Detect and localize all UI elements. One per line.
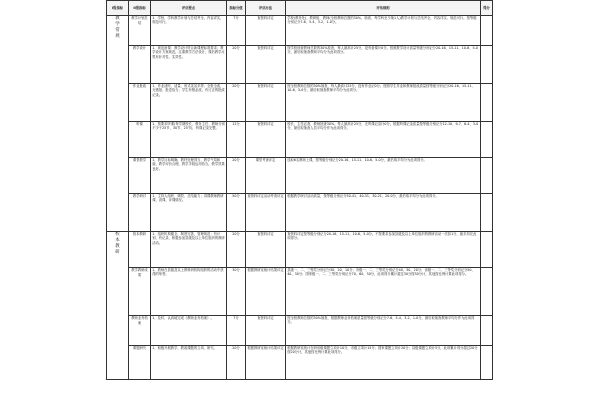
- table-row: [107, 45, 493, 83]
- score-cell: 50分: [227, 193, 246, 231]
- score-cell: 30分: [227, 267, 246, 315]
- score-got-cell[interactable]: [481, 193, 493, 231]
- table-header-row: [107, 1, 493, 16]
- score-cell: 20分: [227, 45, 246, 83]
- evaluation-table: [106, 0, 493, 380]
- header-score-got: 得分: [481, 1, 493, 16]
- method-cell: 查资料评定: [246, 83, 286, 121]
- level2-cell: 教学研讨: [129, 193, 151, 231]
- header-score: 指标分值: [227, 1, 246, 16]
- criteria-cell: 学校(教务处)、教研组、教师(全校教师总数的30%，抽查，每学科至少抽1人)教学计划与总结齐全，内容详实、规范可行。按等级分别记分7-6、5-4、3-2、1-0分。: [286, 15, 481, 45]
- level2-cell: 课题研究: [129, 345, 151, 379]
- level2-cell: 课堂教学: [129, 157, 151, 193]
- table-row: [107, 315, 493, 345]
- table-row: [107, 83, 493, 121]
- level2-cell: 听课: [129, 121, 151, 157]
- table-row: [107, 157, 493, 193]
- method-cell: 查资料评定: [246, 231, 286, 267]
- criteria-cell: 按全校教师总数的30%抽查，每人最高计25分，没有作业记0分。按照学生作业和教师批改质量按等级分别记分20-16、15-11、10-6、5-0分，最后取抽查教师平均分为此项分。: [286, 83, 481, 121]
- method-cell: 根据教研室统计结果评定: [246, 345, 286, 379]
- criteria-cell: 校长、主任必查，教师抽查30%。每人最高计25分，无听课记录计0分。根据听课记录质量按等级分别记分12-10、9-7、6-4、3-0分，最后取抽查人员平均分作为此项得分。: [286, 121, 481, 157]
- level2-cell: 教师业务档案: [129, 315, 151, 345]
- points-cell: 1、组织机构健全，制度完善，管理规范；有计划、有记录、积极参加县级及以上单位组织的教研活动。: [151, 231, 227, 267]
- table-row: [107, 231, 493, 267]
- score-cell: 7分: [227, 315, 246, 345]
- level2-cell: 教学教研成果: [129, 267, 151, 315]
- level2-cell: 教学计划总结: [129, 15, 151, 45]
- points-cell: 1、按要求听课(每学期校长、教务主任、教师分别不少于25节、30节、25节)，听课记录完整。: [151, 121, 227, 157]
- method-cell: 查资料评定: [246, 121, 286, 157]
- method-cell: 查资料评定: [246, 45, 286, 83]
- table-row: [107, 121, 493, 157]
- criteria-cell: 根据教研室统计在研省级课题立项计10分，市级立项计15分；国家课题立项计20分；县级课题立项计5分，此项累计得分超过20分按20分计，其他按比例计算此项得分。: [286, 345, 481, 379]
- score-cell: 20分: [227, 83, 246, 121]
- score-cell: 12分: [227, 121, 246, 157]
- header-level2: II级指标: [129, 1, 151, 16]
- points-cell: 1、教师在县级及以上教科研机构组织的活动中获得的荣誉。: [151, 267, 227, 315]
- points-cell: 1、积极开展教学、教改课题的立项、研究。: [151, 345, 227, 379]
- level1-cell: 教学常规: [107, 15, 129, 231]
- points-cell: 1、及时、认真地完成《教师业务档案》。: [151, 315, 227, 345]
- points-cell: 1、规范备课：教学设计符合新课程标准要求；教学设计方案规范，注重教学方法设计，课后教学反思有针对性、实效性。: [151, 45, 227, 83]
- points-cell: 1、作业适时、适量，形式灵活多样；全批全改，无错批、批语恰当；学生有错必改，有订正的批改记录。: [151, 83, 227, 121]
- header-method: 评估办法: [246, 1, 286, 16]
- level2-cell: 教学设计: [129, 45, 151, 83]
- criteria-cell: 查资料评定按等级分别记分20-16、15-11、10-6、5-0分。不按要求参加县级及以上单位组织的教研活动一次扣1分，最多扣完此项得分。: [286, 231, 481, 267]
- score-got-cell[interactable]: [481, 315, 493, 345]
- criteria-cell: 县级一、二、三等奖分别记分30、20、10分；市级一、二、三等奖分别记分40、30、20分；省级一、二、三等奖分别记分50、40、30分；国家级一、二、三等奖分别记分70、60、50分，此项得分累计超过30分按30分计，其他按比例计算此项得分。: [286, 267, 481, 315]
- table-row: [107, 15, 493, 45]
- method-cell: 根据教研室统计结果评定: [246, 267, 286, 315]
- method-cell: 查资料评定: [246, 15, 286, 45]
- points-cell: 1、教学目标明确，教材处理得当，教学气氛和谐，教学评价合理，教学手段运用恰当，教学效果良好。: [151, 157, 227, 193]
- score-got-cell[interactable]: [481, 345, 493, 379]
- score-got-cell[interactable]: [481, 157, 493, 193]
- table-row: [107, 193, 493, 231]
- score-got-cell[interactable]: [481, 15, 493, 45]
- level2-cell: 校本教研: [129, 231, 151, 267]
- table-row: [107, 267, 493, 315]
- points-cell: 1、学校、学科教学计划与总结齐全，内容详实，规范可行。: [151, 15, 227, 45]
- header-points: 评估要点: [151, 1, 227, 16]
- criteria-cell: 选取6名教师上课，按等级分别记分20-16、15-11、10-6、5-0分，最后取平均分为此项得分。: [286, 157, 481, 193]
- points-cell: 1、主持人组织、调控、总结能力；讲课教师教研课、说课、评课情况。: [151, 193, 227, 231]
- score-got-cell[interactable]: [481, 83, 493, 121]
- score-cell: 7分: [227, 15, 246, 45]
- score-cell: 20分: [227, 345, 246, 379]
- level1-cell: 校本教研: [107, 231, 129, 379]
- score-cell: 20分: [227, 231, 246, 267]
- method-cell: 查资料评定: [246, 315, 286, 345]
- score-got-cell[interactable]: [481, 121, 493, 157]
- score-got-cell[interactable]: [481, 267, 493, 315]
- score-got-cell[interactable]: [481, 45, 493, 83]
- table-row: [107, 345, 493, 379]
- header-level1: I级指标: [107, 1, 129, 16]
- score-got-cell[interactable]: [481, 231, 493, 267]
- level2-cell: 作业批改: [129, 83, 151, 121]
- criteria-cell: 根据教学研讨活动质量，按等级分别记分50-41、40-31、30-21、20-0分，最后取平均分为此项得分。: [286, 193, 481, 231]
- header-criteria: 评估细则: [286, 1, 481, 16]
- method-cell: 课堂考查评定: [246, 157, 286, 193]
- criteria-cell: 按学校抽查教师总数的30%检查，每人最高计25分，没有备课计0分。按照教学设计质量等级分别记分20-16、15-11、10-6、5-0分，最后取抽查教师平均分为此项得分。: [286, 45, 481, 83]
- criteria-cell: 按全校教师总数的30%抽查，根据教师业务档案质量按等级分别记分7-6、5-4、3-2、1-0分，最后取抽查教师平均分作为此项得分。: [286, 315, 481, 345]
- method-cell: 查资料评定活动考查评定: [246, 193, 286, 231]
- score-cell: 20分: [227, 157, 246, 193]
